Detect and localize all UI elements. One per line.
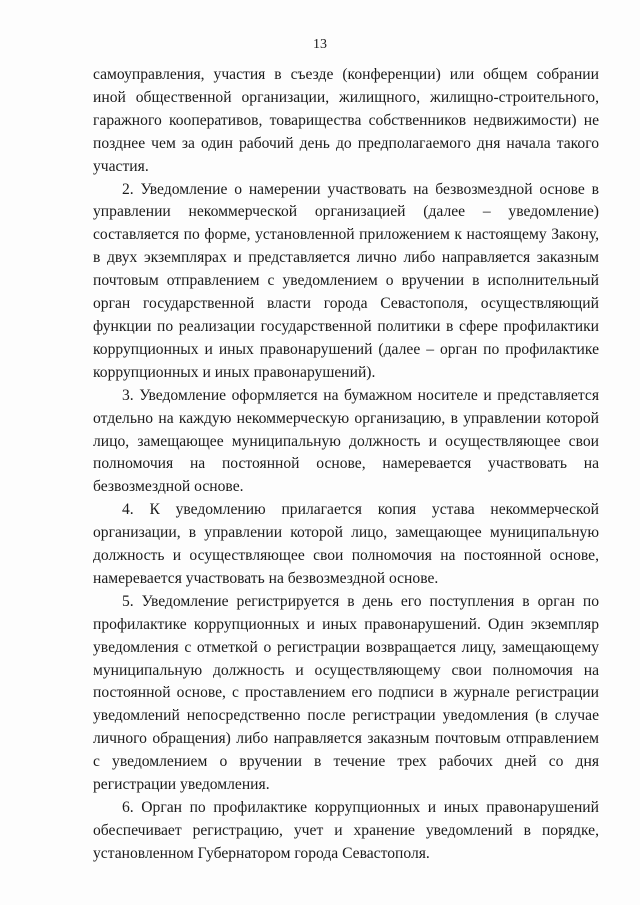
paragraph-clause-6: 6. Орган по профилактике коррупционных и иных правонарушений обеспечивает регистрацию, учет и хранение уведомлений в порядке, установленном Губернатором города Севастополя.	[93, 799, 599, 862]
document-body	[93, 64, 599, 866]
paragraph-clause-5: 5. Уведомление регистрируется в день его поступления в орган по профилактике коррупционных и иных правонарушений. Один экземпляр уведомления с отметкой о регистрации возвращается лицу, замещающему муниципальную должность и осуществляющему свои полномочия на постоянной основе, с проставлением его подписи в журнале регистрации уведомлений непосредственно после регистрации уведомления (в случае личного обращения) либо направляется заказным почтовым отправлением с уведомлением о вручении в течение трех рабочих дней со дня регистрации уведомления.	[93, 592, 599, 794]
page-number: 13	[313, 37, 327, 52]
paragraph-continuation: самоуправления, участия в съезде (конференции) или общем собрании иной общественной организации, жилищного, жилищно-строительного, гаражного кооперативов, товарищества собственников недвижимости) не позднее чем за один рабочий день до предполагаемого дня начала такого участия.	[93, 66, 599, 175]
paragraph-clause-3: 3. Уведомление оформляется на бумажном носителе и представляется отдельно на каждую некоммерческую организацию, в управлении которой лицо, замещающее муниципальную должность и осуществляющее свои полномочия на постоянной основе, намеревается участвовать на безвозмездной основе.	[93, 386, 599, 496]
paragraph-clause-2: 2. Уведомление о намерении участвовать на безвозмездной основе в управлении некоммерческой организацией (далее – уведомление) составляется по форме, установленной приложением к настоящему Закону, в двух экземплярах и представляется лично либо направляется заказным почтовым отправлением с уведомлением о вручении в исполнительный орган государственной власти города Севастополя, осуществляющий функции по реализации государственной политики в сфере профилактики коррупционных и иных правонарушений (далее – орган по профилактике коррупционных и иных правонарушений).	[93, 180, 599, 381]
paragraph-clause-4: 4. К уведомлению прилагается копия устава некоммерческой организации, в управлении которой лицо, замещающее муниципальную должность и осуществляющее свои полномочия на постоянной основе, намеревается участвовать на безвозмездной основе.	[93, 501, 599, 587]
